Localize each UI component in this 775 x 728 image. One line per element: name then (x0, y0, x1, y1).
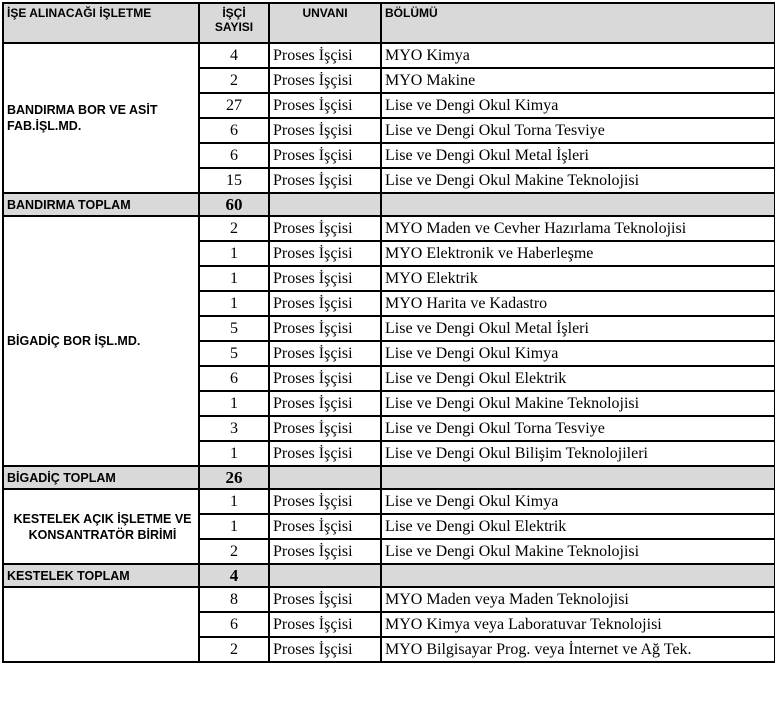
title-cell: Proses İşçisi (269, 241, 381, 266)
title-cell: Proses İşçisi (269, 93, 381, 118)
header-worker-count: İŞÇİ SAYISI (199, 3, 269, 43)
total-empty-cell (269, 564, 381, 587)
title-cell: Proses İşçisi (269, 612, 381, 637)
total-empty-cell (269, 193, 381, 216)
department-cell: Lise ve Dengi Okul Makine Teknolojisi (381, 539, 775, 564)
department-cell: Lise ve Dengi Okul Metal İşleri (381, 316, 775, 341)
worker-count-cell: 6 (199, 612, 269, 637)
department-cell: Lise ve Dengi Okul Kimya (381, 93, 775, 118)
header-row (3, 3, 775, 43)
total-label: KESTELEK TOPLAM (3, 564, 199, 587)
worker-count-cell: 8 (199, 587, 269, 612)
department-cell: Lise ve Dengi Okul Makine Teknolojisi (381, 391, 775, 416)
department-cell: Lise ve Dengi Okul Makine Teknolojisi (381, 168, 775, 193)
worker-count-cell: 4 (199, 43, 269, 68)
title-cell: Proses İşçisi (269, 168, 381, 193)
title-cell: Proses İşçisi (269, 68, 381, 93)
enterprise-name: KESTELEK AÇIK İŞLETME VE KONSANTRATÖR BİRİMİ (3, 489, 199, 564)
department-cell: Lise ve Dengi Okul Torna Tesviye (381, 416, 775, 441)
table-row (3, 489, 775, 514)
department-cell: MYO Elektrik (381, 266, 775, 291)
title-cell: Proses İşçisi (269, 118, 381, 143)
title-cell: Proses İşçisi (269, 441, 381, 466)
worker-count-cell: 1 (199, 241, 269, 266)
header-enterprise: İŞE ALINACAĞI İŞLETME (3, 3, 199, 43)
table-row (3, 43, 775, 68)
worker-count-cell: 6 (199, 118, 269, 143)
total-value: 26 (199, 466, 269, 489)
title-cell: Proses İşçisi (269, 143, 381, 168)
worker-count-cell: 1 (199, 441, 269, 466)
worker-count-cell: 5 (199, 316, 269, 341)
table-row (3, 216, 775, 241)
title-cell: Proses İşçisi (269, 587, 381, 612)
worker-count-cell: 1 (199, 514, 269, 539)
total-label: BANDIRMA TOPLAM (3, 193, 199, 216)
title-cell: Proses İşçisi (269, 366, 381, 391)
worker-count-cell: 15 (199, 168, 269, 193)
department-cell: Lise ve Dengi Okul Elektrik (381, 514, 775, 539)
table-row (3, 587, 775, 612)
total-value: 60 (199, 193, 269, 216)
department-cell: Lise ve Dengi Okul Metal İşleri (381, 143, 775, 168)
worker-count-cell: 1 (199, 266, 269, 291)
total-value: 4 (199, 564, 269, 587)
worker-count-cell: 3 (199, 416, 269, 441)
department-cell: Lise ve Dengi Okul Elektrik (381, 366, 775, 391)
department-cell: MYO Elektronik ve Haberleşme (381, 241, 775, 266)
worker-count-cell: 1 (199, 489, 269, 514)
total-row (3, 564, 775, 587)
worker-count-cell: 2 (199, 216, 269, 241)
department-cell: Lise ve Dengi Okul Torna Tesviye (381, 118, 775, 143)
department-cell: MYO Kimya veya Laboratuvar Teknolojisi (381, 612, 775, 637)
title-cell: Proses İşçisi (269, 316, 381, 341)
title-cell: Proses İşçisi (269, 216, 381, 241)
header-title: UNVANI (269, 3, 381, 43)
total-empty-cell (381, 193, 775, 216)
total-label: BİGADİÇ TOPLAM (3, 466, 199, 489)
title-cell: Proses İşçisi (269, 539, 381, 564)
total-empty-cell (269, 466, 381, 489)
header-department: BÖLÜMÜ (381, 3, 775, 43)
total-empty-cell (381, 466, 775, 489)
worker-count-cell: 1 (199, 291, 269, 316)
worker-count-cell: 6 (199, 143, 269, 168)
title-cell: Proses İşçisi (269, 291, 381, 316)
title-cell: Proses İşçisi (269, 391, 381, 416)
department-cell: MYO Maden veya Maden Teknolojisi (381, 587, 775, 612)
worker-count-cell: 5 (199, 341, 269, 366)
worker-count-cell: 6 (199, 366, 269, 391)
title-cell: Proses İşçisi (269, 514, 381, 539)
department-cell: Lise ve Dengi Okul Bilişim Teknolojileri (381, 441, 775, 466)
enterprise-name: BİGADİÇ BOR İŞL.MD. (3, 216, 199, 466)
department-cell: MYO Bilgisayar Prog. veya İnternet ve Ağ Tek. (381, 637, 775, 662)
worker-count-cell: 27 (199, 93, 269, 118)
total-row (3, 193, 775, 216)
title-cell: Proses İşçisi (269, 416, 381, 441)
department-cell: MYO Makine (381, 68, 775, 93)
department-cell: MYO Kimya (381, 43, 775, 68)
enterprise-name (3, 587, 199, 662)
department-cell: Lise ve Dengi Okul Kimya (381, 489, 775, 514)
department-cell: Lise ve Dengi Okul Kimya (381, 341, 775, 366)
enterprise-name: BANDIRMA BOR VE ASİT FAB.İŞL.MD. (3, 43, 199, 193)
worker-count-cell: 2 (199, 637, 269, 662)
title-cell: Proses İşçisi (269, 266, 381, 291)
worker-count-cell: 2 (199, 68, 269, 93)
worker-count-cell: 1 (199, 391, 269, 416)
title-cell: Proses İşçisi (269, 637, 381, 662)
total-empty-cell (381, 564, 775, 587)
department-cell: MYO Harita ve Kadastro (381, 291, 775, 316)
recruitment-table (2, 2, 775, 663)
department-cell: MYO Maden ve Cevher Hazırlama Teknolojisi (381, 216, 775, 241)
table-body (3, 43, 775, 662)
title-cell: Proses İşçisi (269, 341, 381, 366)
title-cell: Proses İşçisi (269, 489, 381, 514)
title-cell: Proses İşçisi (269, 43, 381, 68)
worker-count-cell: 2 (199, 539, 269, 564)
total-row (3, 466, 775, 489)
